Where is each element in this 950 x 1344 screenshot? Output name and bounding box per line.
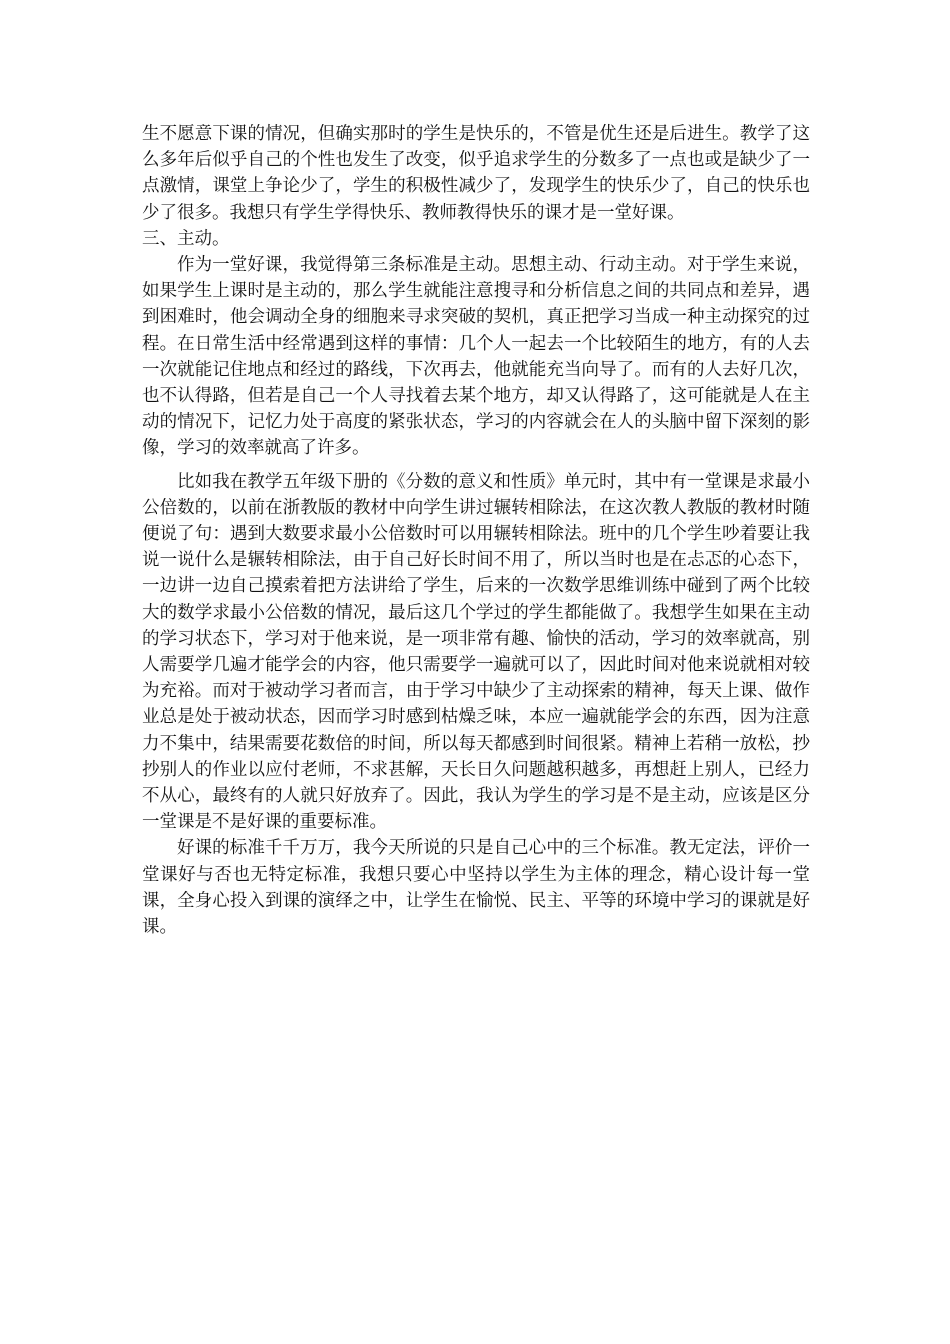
paragraph-initiative-standard: 作为一堂好课，我觉得第三条标准是主动。思想主动、行动主动。对于学生来说，如果学生上课时是主动的，那么学生就能注意搜寻和分析信息之间的共同点和差异，遇到困难时，他会调动全身的细胞来寻求突破的契机，真正把学习当成一种主动探究的过程。在日常生活中经常遇到这样的事情：几个人一起去一个比较陌生的地方，有的人去一次就能记住地点和经过的路线，下次再去，他就能充当向导了。而有的人去好几次，也不认得路，但若是自己一个人寻找着去某个地方，却又认得路了，这可能就是人在主动的情况下，记忆力处于高度的紧张状态，学习的内容就会在人的头脑中留下深刻的影像，学习的效率就高了许多。 xyxy=(142,255,810,459)
paragraph-conclusion: 好课的标准千千万万，我今天所说的只是自己心中的三个标准。教无定法，评价一堂课好与否也无特定标准，我想只要心中坚持以学生为主体的理念，精心设计每一堂课，全身心投入到课的演绎之中，让学生在愉悦、民主、平等的环境中学习的课就是好课。 xyxy=(142,838,810,938)
paragraph-continuation: 生不愿意下课的情况，但确实那时的学生是快乐的，不管是优生还是后进生。教学了这么多年后似乎自己的个性也发生了改变，似乎追求学生的分数多了一点也或是缺少了一点激情，课堂上争论少了，学生的积极性减少了，发现学生的快乐少了，自己的快乐也少了很多。我想只有学生学得快乐、教师教得快乐的课才是一堂好课。 xyxy=(142,124,810,223)
document-body xyxy=(142,121,810,940)
section-heading-initiative: 三、主动。 xyxy=(142,228,230,249)
paragraph-teaching-example: 比如我在教学五年级下册的《分数的意义和性质》单元时，其中有一堂课是求最小公倍数的，以前在浙教版的教材中向学生讲过辗转相除法，在这次教人教版的教材时随便说了句：遇到大数要求最小公倍数时可以用辗转相除法。班中的几个学生吵着要让我说一说什么是辗转相除法，由于自己好长时间不用了，所以当时也是在忐忑的心态下，一边讲一边自己摸索着把方法讲给了学生，后来的一次数学思维训练中碰到了两个比较大的数学求最小公倍数的情况，最后这几个学过的学生都能做了。我想学生如果在主动的学习状态下，学习对于他来说，是一项非常有趣、愉快的活动，学习的效率就高，别人需要学几遍才能学会的内容，他只需要学一遍就可以了，因此时间对他来说就相对较为充裕。而对于被动学习者而言，由于学习中缺少了主动探索的精神，每天上课、做作业总是处于被动状态，因而学习时感到枯燥乏味，本应一遍就能学会的东西，因为注意力不集中，结果需要花数倍的时间，所以每天都感到时间很紧。精神上若稍一放松，抄抄别人的作业以应付老师，不求甚解，天长日久问题越积越多，再想赶上别人，已经力不从心，最终有的人就只好放弃了。因此，我认为学生的学习是不是主动，应该是区分一堂课是不是好课的重要标准。 xyxy=(142,471,810,833)
